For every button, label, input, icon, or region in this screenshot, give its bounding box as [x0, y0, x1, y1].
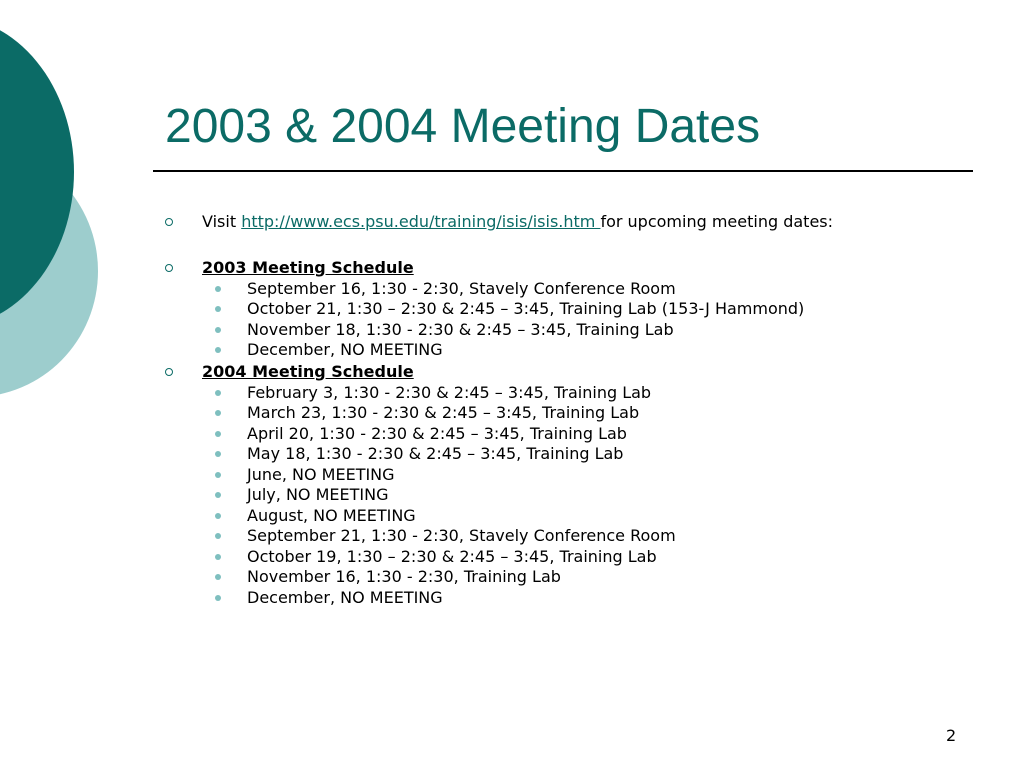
dot-bullet-icon	[215, 513, 221, 519]
dot-bullet-icon	[215, 410, 221, 416]
list-item: June, NO MEETING	[247, 465, 395, 484]
list-item: August, NO MEETING	[247, 506, 416, 525]
list-item: September 21, 1:30 - 2:30, Stavely Conference Room	[247, 526, 676, 545]
intro-prefix: Visit	[202, 212, 242, 231]
list-item: May 18, 1:30 - 2:30 & 2:45 – 3:45, Training Lab	[247, 444, 624, 463]
dot-bullet-icon	[215, 595, 221, 601]
ring-bullet-icon	[165, 368, 173, 376]
dot-bullet-icon	[215, 574, 221, 580]
dot-bullet-icon	[215, 286, 221, 292]
list-item: July, NO MEETING	[247, 485, 389, 504]
list-item: February 3, 1:30 - 2:30 & 2:45 – 3:45, Training Lab	[247, 383, 652, 402]
page-number: 2	[946, 726, 957, 745]
list-item: December, NO MEETING	[247, 588, 443, 607]
list-item: October 19, 1:30 – 2:30 & 2:45 – 3:45, Training Lab	[247, 547, 657, 566]
list-item: September 16, 1:30 - 2:30, Stavely Conference Room	[247, 279, 676, 298]
list-item: October 21, 1:30 – 2:30 & 2:45 – 3:45, Training Lab (153-J Hammond)	[247, 299, 805, 318]
list-item: March 23, 1:30 - 2:30 & 2:45 – 3:45, Training Lab	[247, 403, 640, 422]
intro-suffix: for upcoming meeting dates:	[600, 212, 834, 231]
dot-bullet-icon	[215, 390, 221, 396]
list-item: November 18, 1:30 - 2:30 & 2:45 – 3:45, Training Lab	[247, 320, 674, 339]
list-item: November 16, 1:30 - 2:30, Training Lab	[247, 567, 561, 586]
title-divider	[153, 170, 973, 172]
intro-line	[202, 212, 833, 232]
dot-bullet-icon	[215, 431, 221, 437]
ring-bullet-icon	[165, 218, 173, 226]
dot-bullet-icon	[215, 533, 221, 539]
heading-2004-schedule: 2004 Meeting Schedule	[202, 362, 414, 381]
list-item: April 20, 1:30 - 2:30 & 2:45 – 3:45, Training Lab	[247, 424, 627, 443]
heading-2003-schedule: 2003 Meeting Schedule	[202, 258, 414, 277]
dot-bullet-icon	[215, 451, 221, 457]
dot-bullet-icon	[215, 492, 221, 498]
dot-bullet-icon	[215, 306, 221, 312]
schedule-link[interactable]: http://www.ecs.psu.edu/training/isis/isis.htm	[241, 212, 601, 231]
ring-bullet-icon	[165, 264, 173, 272]
dot-bullet-icon	[215, 472, 221, 478]
slide-title: 2003 & 2004 Meeting Dates	[165, 100, 761, 153]
dot-bullet-icon	[215, 327, 221, 333]
dot-bullet-icon	[215, 554, 221, 560]
list-item: December, NO MEETING	[247, 340, 443, 359]
dot-bullet-icon	[215, 347, 221, 353]
